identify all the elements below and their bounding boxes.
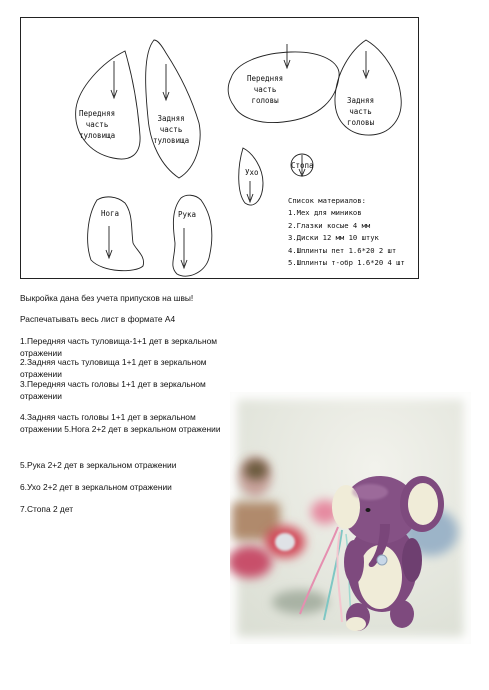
arm-outline	[173, 195, 212, 276]
note-no-seam-allowance: Выкройка дана без учета припусков на швы!	[20, 293, 194, 303]
front-head-label-line1: Передняя	[247, 74, 284, 83]
materials-item: 3.Диски 12 мм 10 штук	[288, 233, 379, 243]
note-print-format: Распечатывать весь лист в формате А4	[20, 314, 176, 324]
arm-label: Рука	[178, 210, 197, 219]
instruction-item: 4.Задняя часть головы 1+1 дет в зеркальном отражении 5.Нога 2+2 дет в зеркальном отражении	[20, 412, 221, 434]
instruction-item: 7.Стопа 2 дет	[20, 504, 74, 514]
front-body-label	[79, 108, 115, 141]
back-body-label	[153, 113, 189, 146]
instruction-item: 3.Передняя часть головы 1+1 дет в зеркальном отражении	[20, 379, 206, 401]
back-head-label-line2: часть	[349, 107, 372, 116]
materials-item: 1.Мех для миников	[288, 208, 362, 218]
back-body-label-line2: часть	[159, 125, 183, 134]
front-head-outline	[228, 52, 339, 123]
materials-item: 5.Шплинты т-обр 1.6*20 4 шт	[288, 258, 405, 268]
back-head-label-line3: головы	[347, 118, 375, 127]
front-body-label-line2: часть	[85, 120, 109, 129]
back-body-outline	[146, 40, 200, 178]
front-head-label	[247, 73, 283, 106]
ear-label: Ухо	[245, 168, 259, 177]
leg-label: Нога	[101, 209, 120, 218]
foot-label: Стопа	[291, 161, 314, 170]
materials-item: 2.Глазки косые 4 мм	[288, 220, 371, 230]
materials-list	[288, 195, 405, 269]
materials-item: 4.Шплинты пет 1.6*20 2 шт	[288, 245, 397, 255]
front-body-label-line3: туловища	[79, 131, 116, 140]
front-body-label-line1: Передняя	[79, 109, 116, 118]
front-body-outline	[76, 51, 140, 159]
front-head-label-line3: головы	[251, 96, 279, 105]
instruction-item: 2.Задняя часть туловища 1+1 дет в зеркальном отражении	[20, 357, 207, 379]
back-body-label-line3: туловища	[153, 136, 190, 145]
pattern-sheet	[20, 17, 419, 279]
back-body-label-line1: Задняя	[157, 114, 185, 123]
back-head-label	[347, 95, 374, 128]
toy-photo	[230, 392, 471, 644]
instruction-item: 6.Ухо 2+2 дет в зеркальном отражении	[20, 482, 172, 492]
front-head-label-line2: часть	[253, 85, 277, 94]
materials-title: Список материалов:	[288, 196, 366, 205]
instruction-item: 1.Передняя часть туловища-1+1 дет в зеркальном отражении	[20, 336, 218, 358]
elephant-toy-image	[230, 392, 471, 644]
instruction-item: 5.Рука 2+2 дет в зеркальном отражении	[20, 460, 177, 470]
back-head-label-line1: Задняя	[347, 96, 375, 105]
